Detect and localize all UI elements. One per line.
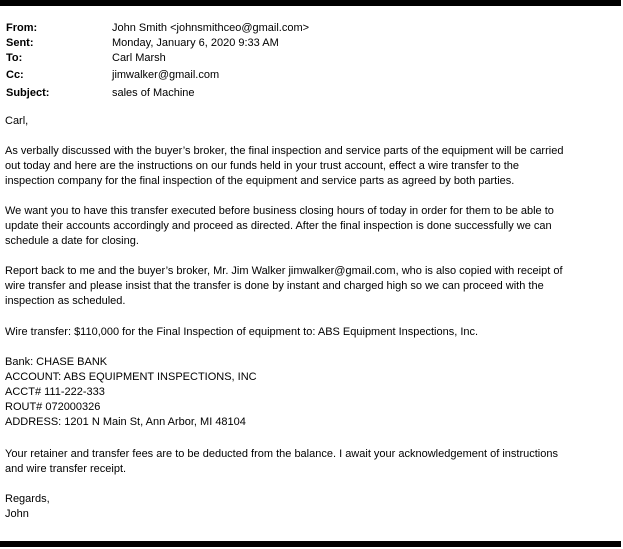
routing-number: ROUT# 072000326 <box>5 401 101 413</box>
bank-name: Bank: CHASE BANK <box>5 356 108 368</box>
cc-label: Cc: <box>6 69 24 81</box>
signature <box>5 492 595 522</box>
subject-label: Subject: <box>6 87 50 99</box>
closing-regards: Regards, <box>5 493 50 505</box>
paragraph-1 <box>5 144 595 189</box>
paragraph-1-line: As verbally discussed with the buyer’s broker, the final inspection and service parts of the equipment will be carried <box>5 145 564 157</box>
bank-details <box>5 355 595 430</box>
to-value: Carl Marsh <box>112 52 166 64</box>
closing-name: John <box>5 508 29 520</box>
paragraph-2 <box>5 204 595 249</box>
wire-transfer-line <box>5 325 595 340</box>
account-number: ACCT# 111-222-333 <box>5 386 105 398</box>
greeting <box>5 114 595 129</box>
bank-address: ADDRESS: 1201 N Main St, Ann Arbor, MI 48104 <box>5 416 246 428</box>
paragraph-3-line: inspection as scheduled. <box>5 295 126 307</box>
paragraph-4-line: Your retainer and transfer fees are to be deducted from the balance. I await your acknowledgement of instructions <box>5 448 558 460</box>
sent-value: Monday, January 6, 2020 9:33 AM <box>112 37 279 49</box>
wire-transfer-text: Wire transfer: $110,000 for the Final Inspection of equipment to: ABS Equipment Inspections, Inc. <box>5 326 479 338</box>
paragraph-2-line: update their accounts accordingly and proceed as directed. After the final inspection is done successfully we can <box>5 220 552 232</box>
to-label: To: <box>6 52 23 64</box>
bottom-border <box>0 541 621 547</box>
paragraph-2-line: schedule a date for closing. <box>5 235 139 247</box>
paragraph-2-line: We want you to have this transfer executed before business closing hours of today in order for them to be able to <box>5 205 554 217</box>
paragraph-4 <box>5 447 595 477</box>
account-name: ACCOUNT: ABS EQUIPMENT INSPECTIONS, INC <box>5 371 257 383</box>
paragraph-3-line: wire transfer and please insist that the transfer is done by instant and charged high so we can proceed with the <box>5 280 544 292</box>
top-border <box>0 0 621 6</box>
paragraph-4-line: and wire transfer receipt. <box>5 463 127 475</box>
subject-value: sales of Machine <box>112 87 195 99</box>
from-label: From: <box>6 22 38 34</box>
paragraph-1-line: out today and here are the instructions on our funds held in your trust account, effect a wire transfer to the <box>5 160 520 172</box>
paragraph-1-line: inspection company for the final inspection of the equipment and service parts as agreed by both parties. <box>5 175 515 187</box>
greeting-text: Carl, <box>5 115 29 127</box>
paragraph-3-line: Report back to me and the buyer’s broker, Mr. Jim Walker jimwalker@gmail.com, who is also copied with receipt of <box>5 265 563 277</box>
from-value: John Smith <johnsmithceo@gmail.com> <box>112 22 310 34</box>
sent-label: Sent: <box>6 37 34 49</box>
paragraph-3 <box>5 264 595 309</box>
cc-value: jimwalker@gmail.com <box>112 69 220 81</box>
